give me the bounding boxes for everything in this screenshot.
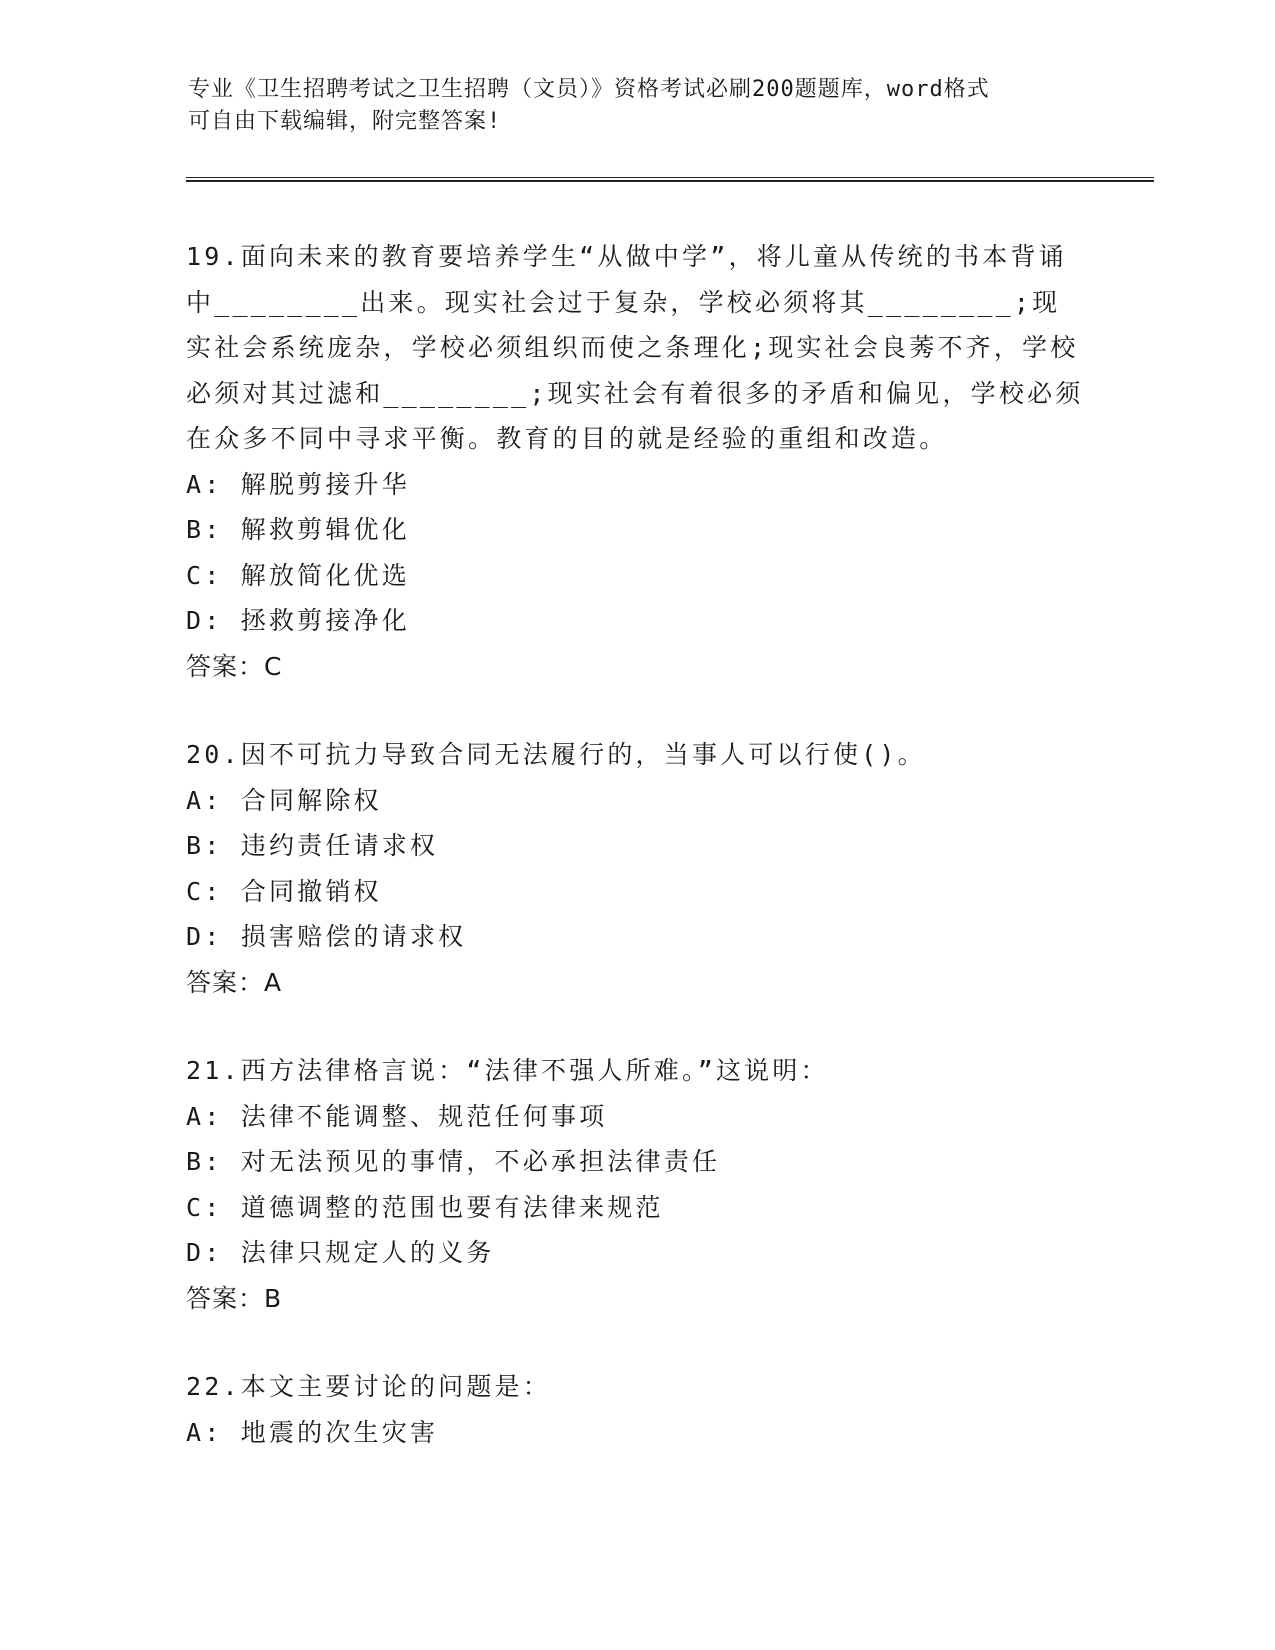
question-text: 21.西方法律格言说：“法律不强人所难。”这说明：	[186, 1056, 829, 1085]
question-text: 20.因不可抗力导致合同无法履行的，当事人可以行使()。	[186, 740, 926, 769]
option-c: C: 解放简化优选	[186, 560, 410, 590]
answer-line: 答案：A	[186, 967, 283, 997]
option-d: D: 损害赔偿的请求权	[186, 922, 467, 951]
question-21	[186, 1048, 1086, 1321]
option-b: B: 对无法预见的事情，不必承担法律责任	[186, 1147, 721, 1176]
header-divider	[186, 177, 1154, 182]
option-c: C: 合同撤销权	[186, 876, 382, 906]
header-line-1: 专业《卫生招聘考试之卫生招聘（文员）》资格考试必刷200题题库，word格式	[188, 77, 990, 102]
option-a: A: 合同解除权	[186, 785, 382, 815]
question-text: 19.面向未来的教育要培养学生“从做中学”，将儿童从传统的书本背诵中________出来。现实社会过于复杂，学校必须将其________;现实社会系统庞杂，学校必须组织而使之条理化;现实社会良莠不齐，学校必须对其过滤和________;现实社会有着很多的矛盾和偏见，学校必须在众多不同中寻求平衡。教育的目的就是经验的重组和改造。	[186, 242, 1084, 453]
question-text: 22.本文主要讨论的问题是：	[186, 1372, 551, 1401]
option-b: B: 解救剪辑优化	[186, 515, 410, 544]
option-a: A: 法律不能调整、规范任何事项	[186, 1101, 608, 1131]
option-a: A: 解脱剪接升华	[186, 469, 410, 499]
answer-line: 答案：C	[186, 651, 283, 681]
option-a: A: 地震的次生灾害	[186, 1417, 439, 1447]
question-20	[186, 732, 1086, 1005]
header-line-2: 可自由下载编辑，附完整答案!	[188, 109, 502, 134]
question-19	[186, 234, 1086, 689]
option-c: C: 道德调整的范围也要有法律来规范	[186, 1192, 664, 1222]
question-22	[186, 1364, 1086, 1455]
question-list	[186, 234, 1086, 1498]
option-d: D: 拯救剪接净化	[186, 606, 410, 635]
answer-line: 答案：B	[186, 1283, 283, 1313]
option-d: D: 法律只规定人的义务	[186, 1238, 495, 1267]
document-header	[188, 74, 1068, 138]
option-b: B: 违约责任请求权	[186, 831, 439, 860]
